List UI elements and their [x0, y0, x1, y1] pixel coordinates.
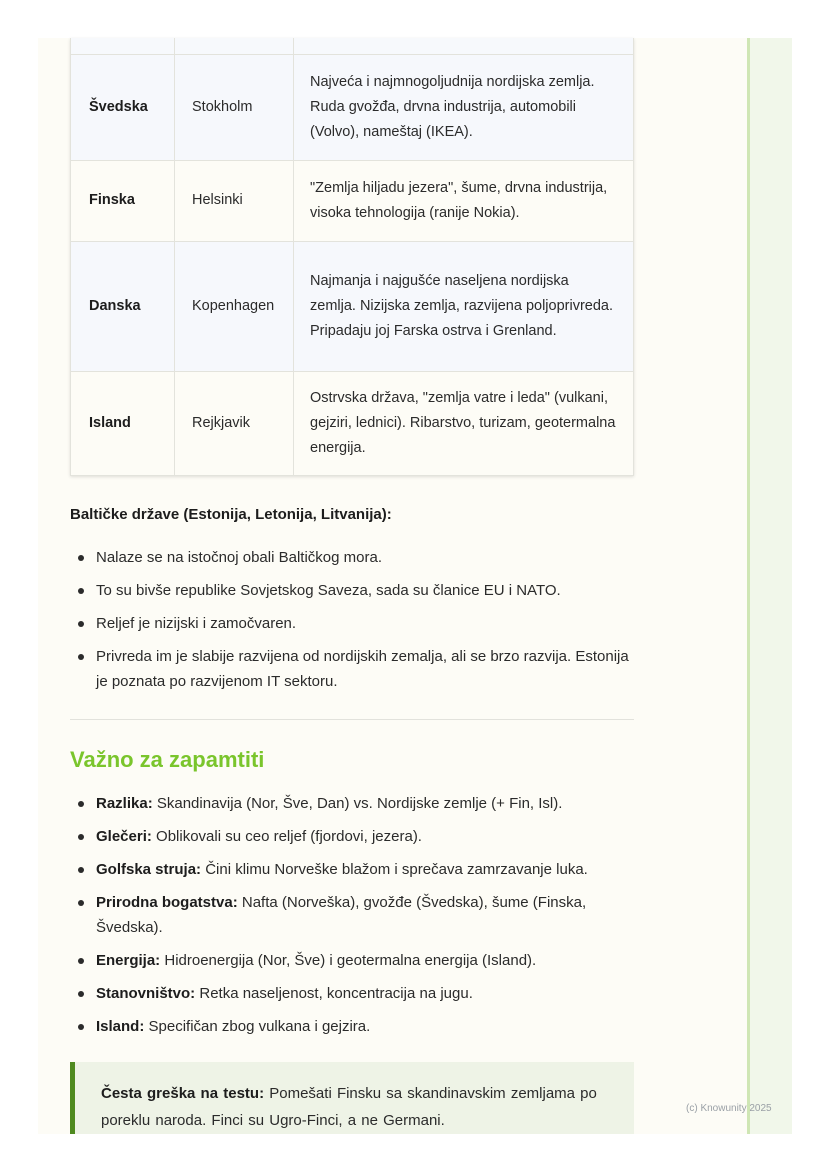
- table-row: [71, 371, 634, 475]
- list-item-term: Prirodna bogatstva:: [96, 894, 238, 911]
- copyright-text: (c) Knowunity 2025: [686, 1103, 772, 1114]
- baltic-list: [76, 545, 636, 702]
- list-item: [76, 791, 636, 816]
- list-item-text: Nafta (Norveška), gvožđe (Švedska), šume (Finska, Švedska).: [96, 894, 587, 936]
- remember-list: [76, 791, 636, 1047]
- list-item-text: Specifičan zbog vulkana i gejzira.: [144, 1018, 371, 1035]
- list-item-text: Hidroenergija (Nor, Šve) i geotermalna energija (Island).: [160, 952, 537, 969]
- list-item-term: Golfska struja:: [96, 861, 202, 878]
- table-row: [71, 160, 634, 241]
- table-cell-capital: Kopenhagen: [175, 241, 294, 371]
- table-row: [71, 241, 634, 371]
- callout-text: Pomešati Finsku sa skandinavskim zemljama po poreklu naroda. Finci su Ugro-Finci, a ne Germani.: [101, 1085, 597, 1129]
- list-item: [76, 1014, 636, 1039]
- table-row: [71, 54, 634, 160]
- test-mistake-callout: [70, 1062, 634, 1134]
- list-item: [76, 857, 636, 882]
- table-cell-capital: Helsinki: [175, 160, 294, 241]
- list-item: To su bivše republike Sovjetskog Saveza, sada su članice EU i NATO.: [76, 578, 636, 603]
- baltic-heading: Baltičke države (Estonija, Letonija, Litvanija):: [70, 506, 392, 523]
- table-row-cut-off: [71, 38, 634, 54]
- list-item-text: Skandinavija (Nor, Šve, Dan) vs. Nordijske zemlje (+ Fin, Isl).: [152, 795, 563, 812]
- list-item: [76, 948, 636, 973]
- list-item: [76, 824, 636, 849]
- list-item-text: Oblikovali su ceo reljef (fjordovi, jezera).: [151, 828, 422, 845]
- list-item: Privreda im je slabije razvijena od nordijskih zemalja, ali se brzo razvija. Estonija je poznata po razvijenom IT sektoru.: [76, 644, 636, 694]
- list-item-text: Čini klimu Norveške blažom i sprečava zamrzavanje luka.: [201, 861, 588, 878]
- list-item: Nalaze se na istočnoj obali Baltičkog mora.: [76, 545, 636, 570]
- table-cell-capital: Rejkjavik: [175, 371, 294, 475]
- table-cell-country: Danska: [71, 241, 175, 371]
- table-cell-description: Najveća i najmnogoljudnija nordijska zemlja. Ruda gvožđa, drvna industrija, automobili (Volvo), nameštaj (IKEA).: [294, 54, 634, 160]
- table-cell-country: Island: [71, 371, 175, 475]
- list-item: [76, 890, 636, 940]
- table-cell-description: Ostrvska država, "zemlja vatre i leda" (vulkani, gejziri, lednici). Ribarstvo, turizam, geotermalna energija.: [294, 371, 634, 475]
- nordic-countries-table: [70, 38, 634, 476]
- table-cell-capital: Stokholm: [175, 54, 294, 160]
- list-item: [76, 981, 636, 1006]
- table-cell-description: Najmanja i najgušće naseljena nordijska zemlja. Nizijska zemlja, razvijena poljoprivreda. Pripadaju joj Farska ostrva i Grenland.: [294, 241, 634, 371]
- section-title: Važno za zapamtiti: [70, 747, 265, 772]
- list-item-text: Retka naseljenost, koncentracija na jugu.: [195, 985, 473, 1002]
- list-item-term: Energija:: [96, 952, 161, 969]
- list-item-term: Stanovništvo:: [96, 985, 196, 1002]
- side-decoration-line: [747, 38, 750, 1134]
- list-item-term: Island:: [96, 1018, 145, 1035]
- list-item-term: Glečeri:: [96, 828, 152, 845]
- section-divider: [70, 719, 634, 720]
- table-cell-country: Švedska: [71, 54, 175, 160]
- table-cell-country: Finska: [71, 160, 175, 241]
- list-item: Reljef je nizijski i zamočvaren.: [76, 611, 636, 636]
- side-decoration-band: [748, 38, 792, 1134]
- table-cell-description: "Zemlja hiljadu jezera", šume, drvna industrija, visoka tehnologija (ranije Nokia).: [294, 160, 634, 241]
- list-item-term: Razlika:: [96, 795, 153, 812]
- callout-label: Česta greška na testu:: [101, 1085, 265, 1102]
